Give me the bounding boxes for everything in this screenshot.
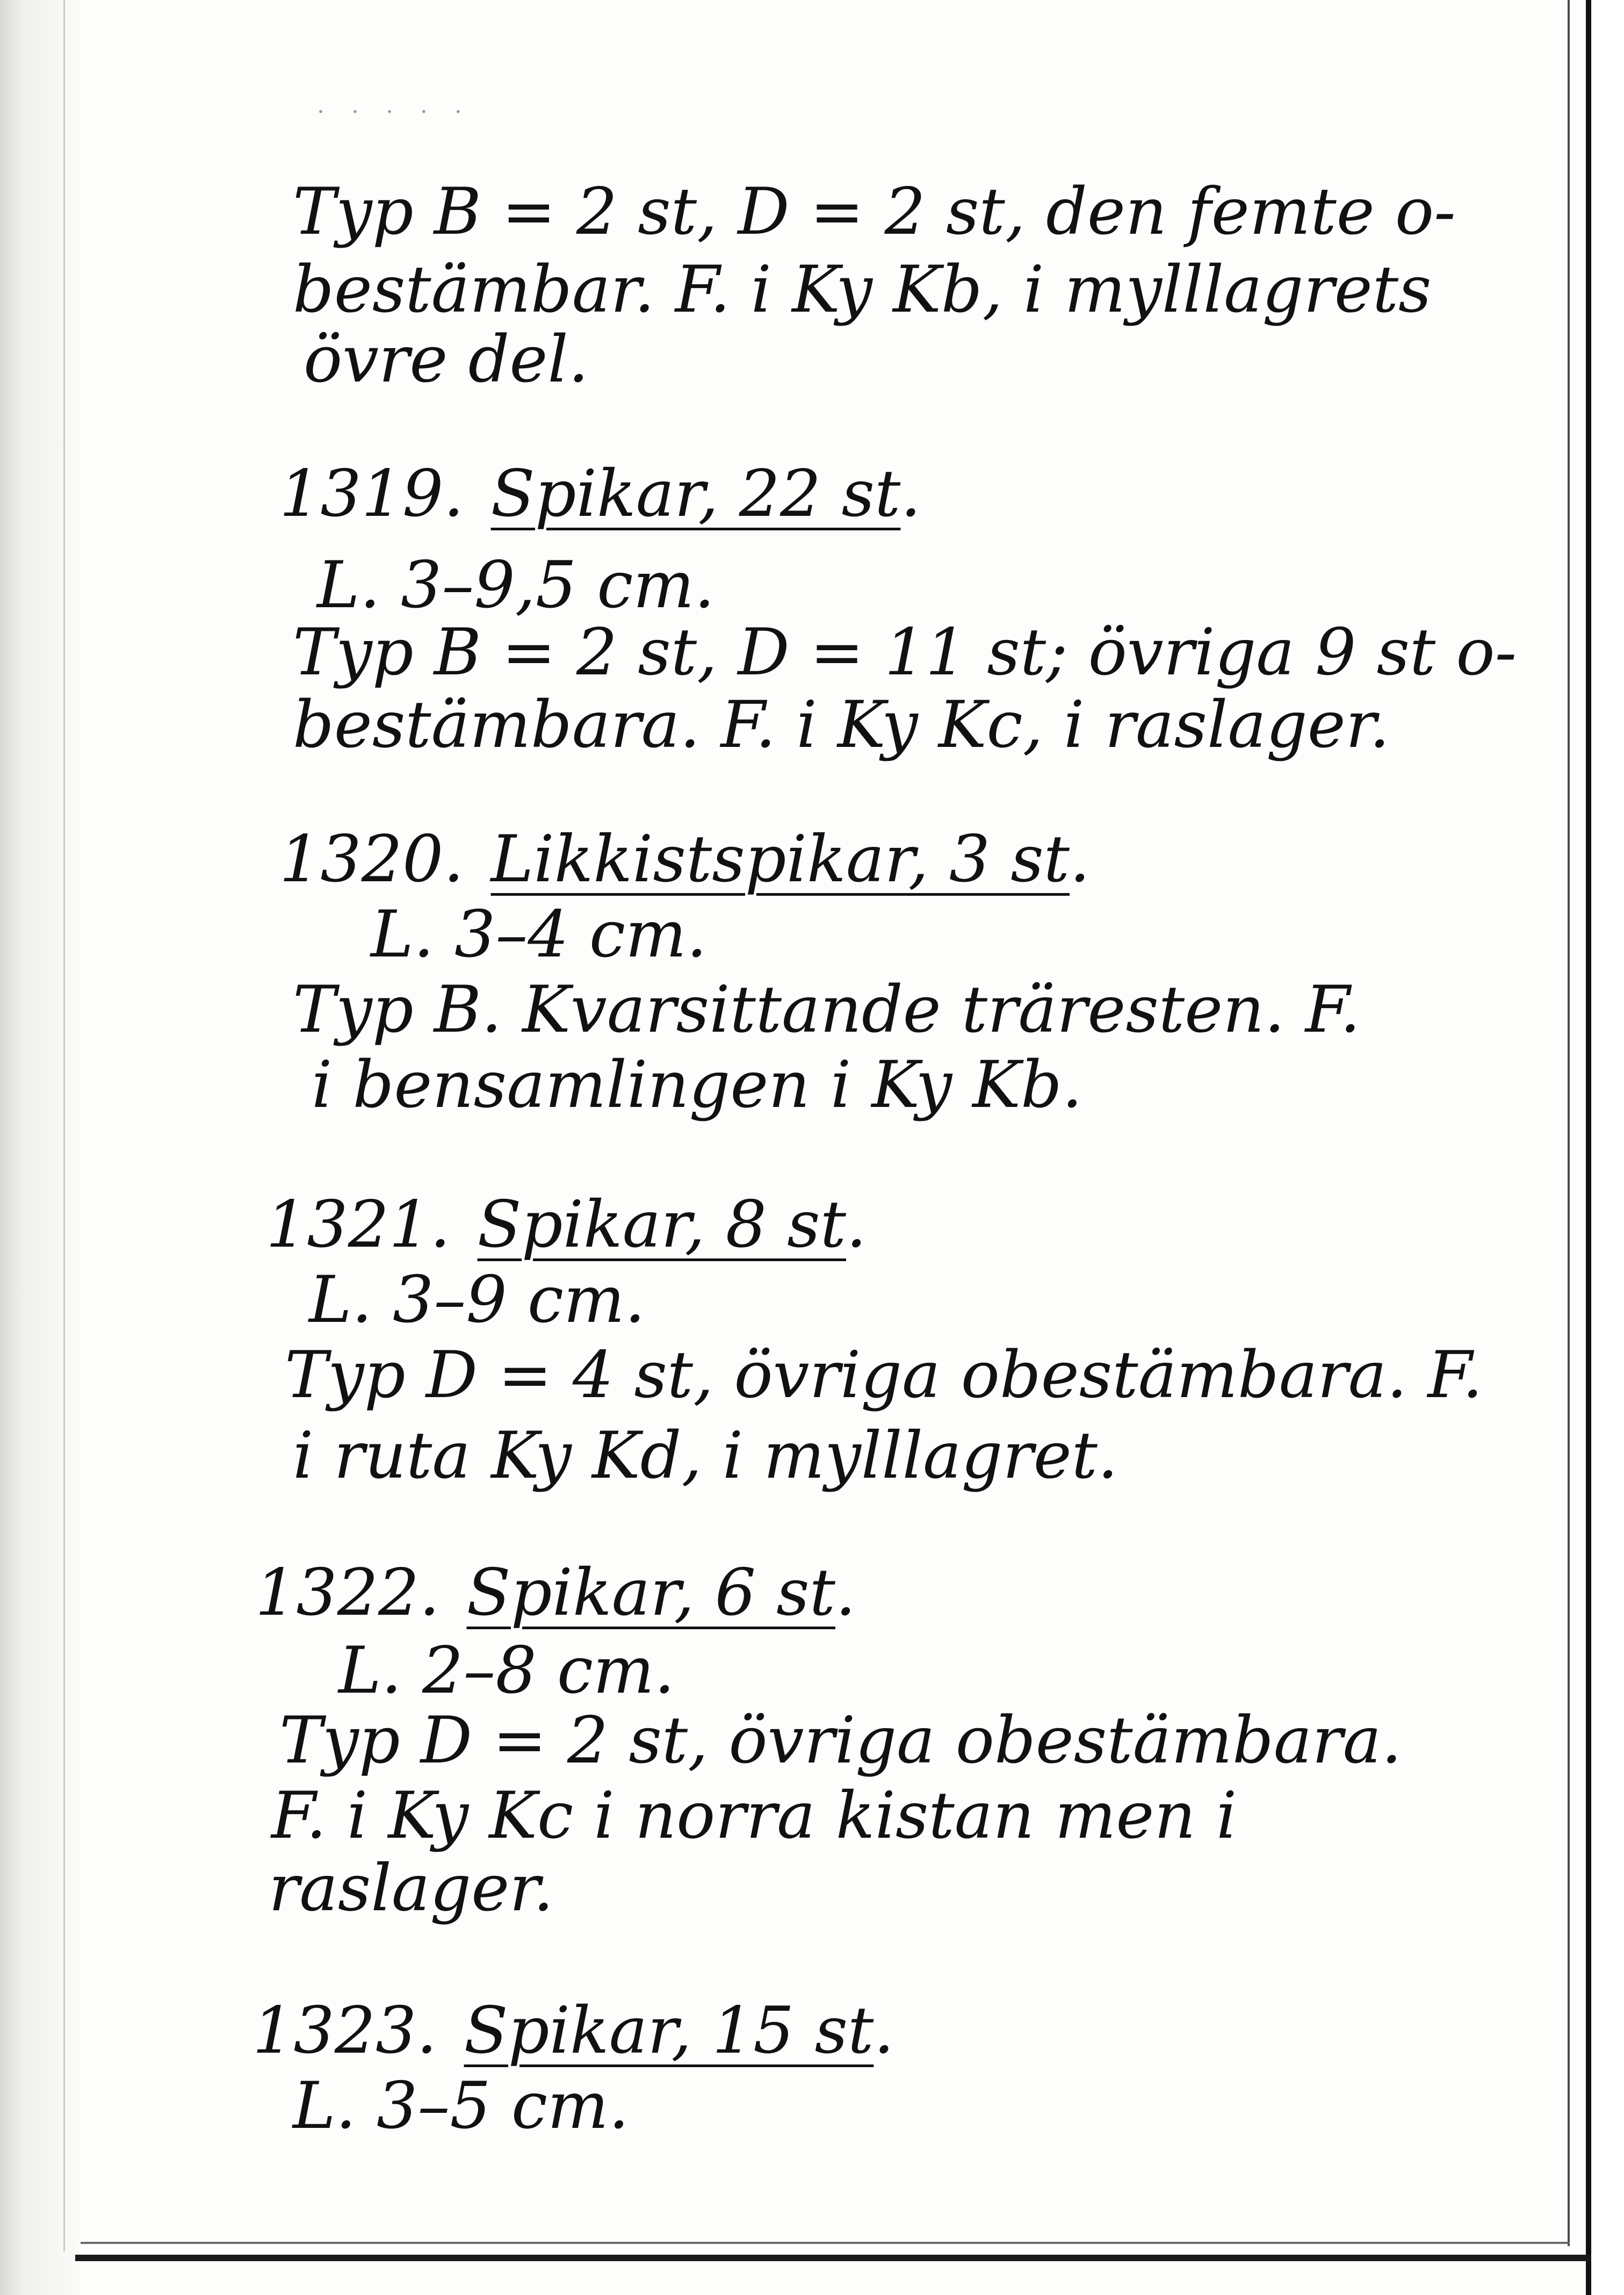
entry-title: Spikar, 8 st <box>477 1188 846 1262</box>
binding-line <box>63 0 65 2251</box>
entry-line: i bensamlingen i Ky Kb. <box>312 1048 1082 1123</box>
entry-line: i ruta Ky Kd, i mylllagret. <box>293 1419 1118 1493</box>
entry-title-period: . <box>874 1994 894 2068</box>
entry-line: Typ B. Kvarsittande träresten. F. <box>293 973 1361 1047</box>
entry-title-period: . <box>846 1188 867 1262</box>
entry-line: Typ B = 2 st, D = 11 st; övriga 9 st o- <box>293 615 1517 690</box>
entry-number: 1323. <box>252 1994 437 2068</box>
scan-right-margin <box>1591 0 1624 2295</box>
entry-number: 1319. <box>279 457 464 531</box>
intro-line-3: övre del. <box>304 322 589 397</box>
entry-number: 1322. <box>255 1556 440 1630</box>
intro-line-1: Typ B = 2 st, D = 2 st, den femte o- <box>293 175 1456 249</box>
entry-title-period: . <box>835 1556 856 1630</box>
entry-heading <box>279 822 1091 897</box>
entry-line: L. 3–4 cm. <box>371 897 707 972</box>
entry-line: L. 3–9 cm. <box>309 1263 645 1337</box>
entry-heading <box>266 1188 867 1262</box>
scan-bottom-border <box>75 2255 1591 2261</box>
entry-number: 1321. <box>266 1188 451 1262</box>
entry-line: L. 3–5 cm. <box>293 2069 629 2143</box>
page-right-edge <box>1568 0 1570 2246</box>
entry-number: 1320. <box>279 822 464 897</box>
entry-title: Spikar, 22 st <box>490 457 901 531</box>
ink-smudge: . . . . . <box>317 91 472 119</box>
entry-heading <box>279 457 921 531</box>
entry-title: Likkistspikar, 3 st <box>490 822 1070 897</box>
page-left-shadow <box>0 0 81 2295</box>
entry-line: bestämbara. F. i Ky Kc, i raslager. <box>293 688 1390 762</box>
entry-line: F. i Ky Kc i norra kistan men i <box>271 1779 1237 1853</box>
entry-heading <box>252 1994 894 2068</box>
entry-title: Spikar, 6 st <box>466 1556 835 1630</box>
entry-title-period: . <box>900 457 921 531</box>
entry-line: L. 2–8 cm. <box>338 1634 675 1708</box>
page-bottom-edge <box>81 2242 1569 2244</box>
entry-line: Typ D = 4 st, övriga obestämbara. F. <box>285 1338 1483 1413</box>
entry-title: Spikar, 15 st <box>464 1994 874 2068</box>
entry-line: raslager. <box>269 1851 554 1926</box>
entry-title-period: . <box>1070 822 1091 897</box>
entry-line: Typ D = 2 st, övriga obestämbara. <box>279 1703 1402 1778</box>
entry-line: L. 3–9,5 cm. <box>317 548 715 623</box>
intro-line-2: bestämbar. F. i Ky Kb, i mylllagrets <box>293 253 1432 327</box>
entry-heading <box>255 1556 856 1630</box>
scan-right-border <box>1586 0 1591 2295</box>
